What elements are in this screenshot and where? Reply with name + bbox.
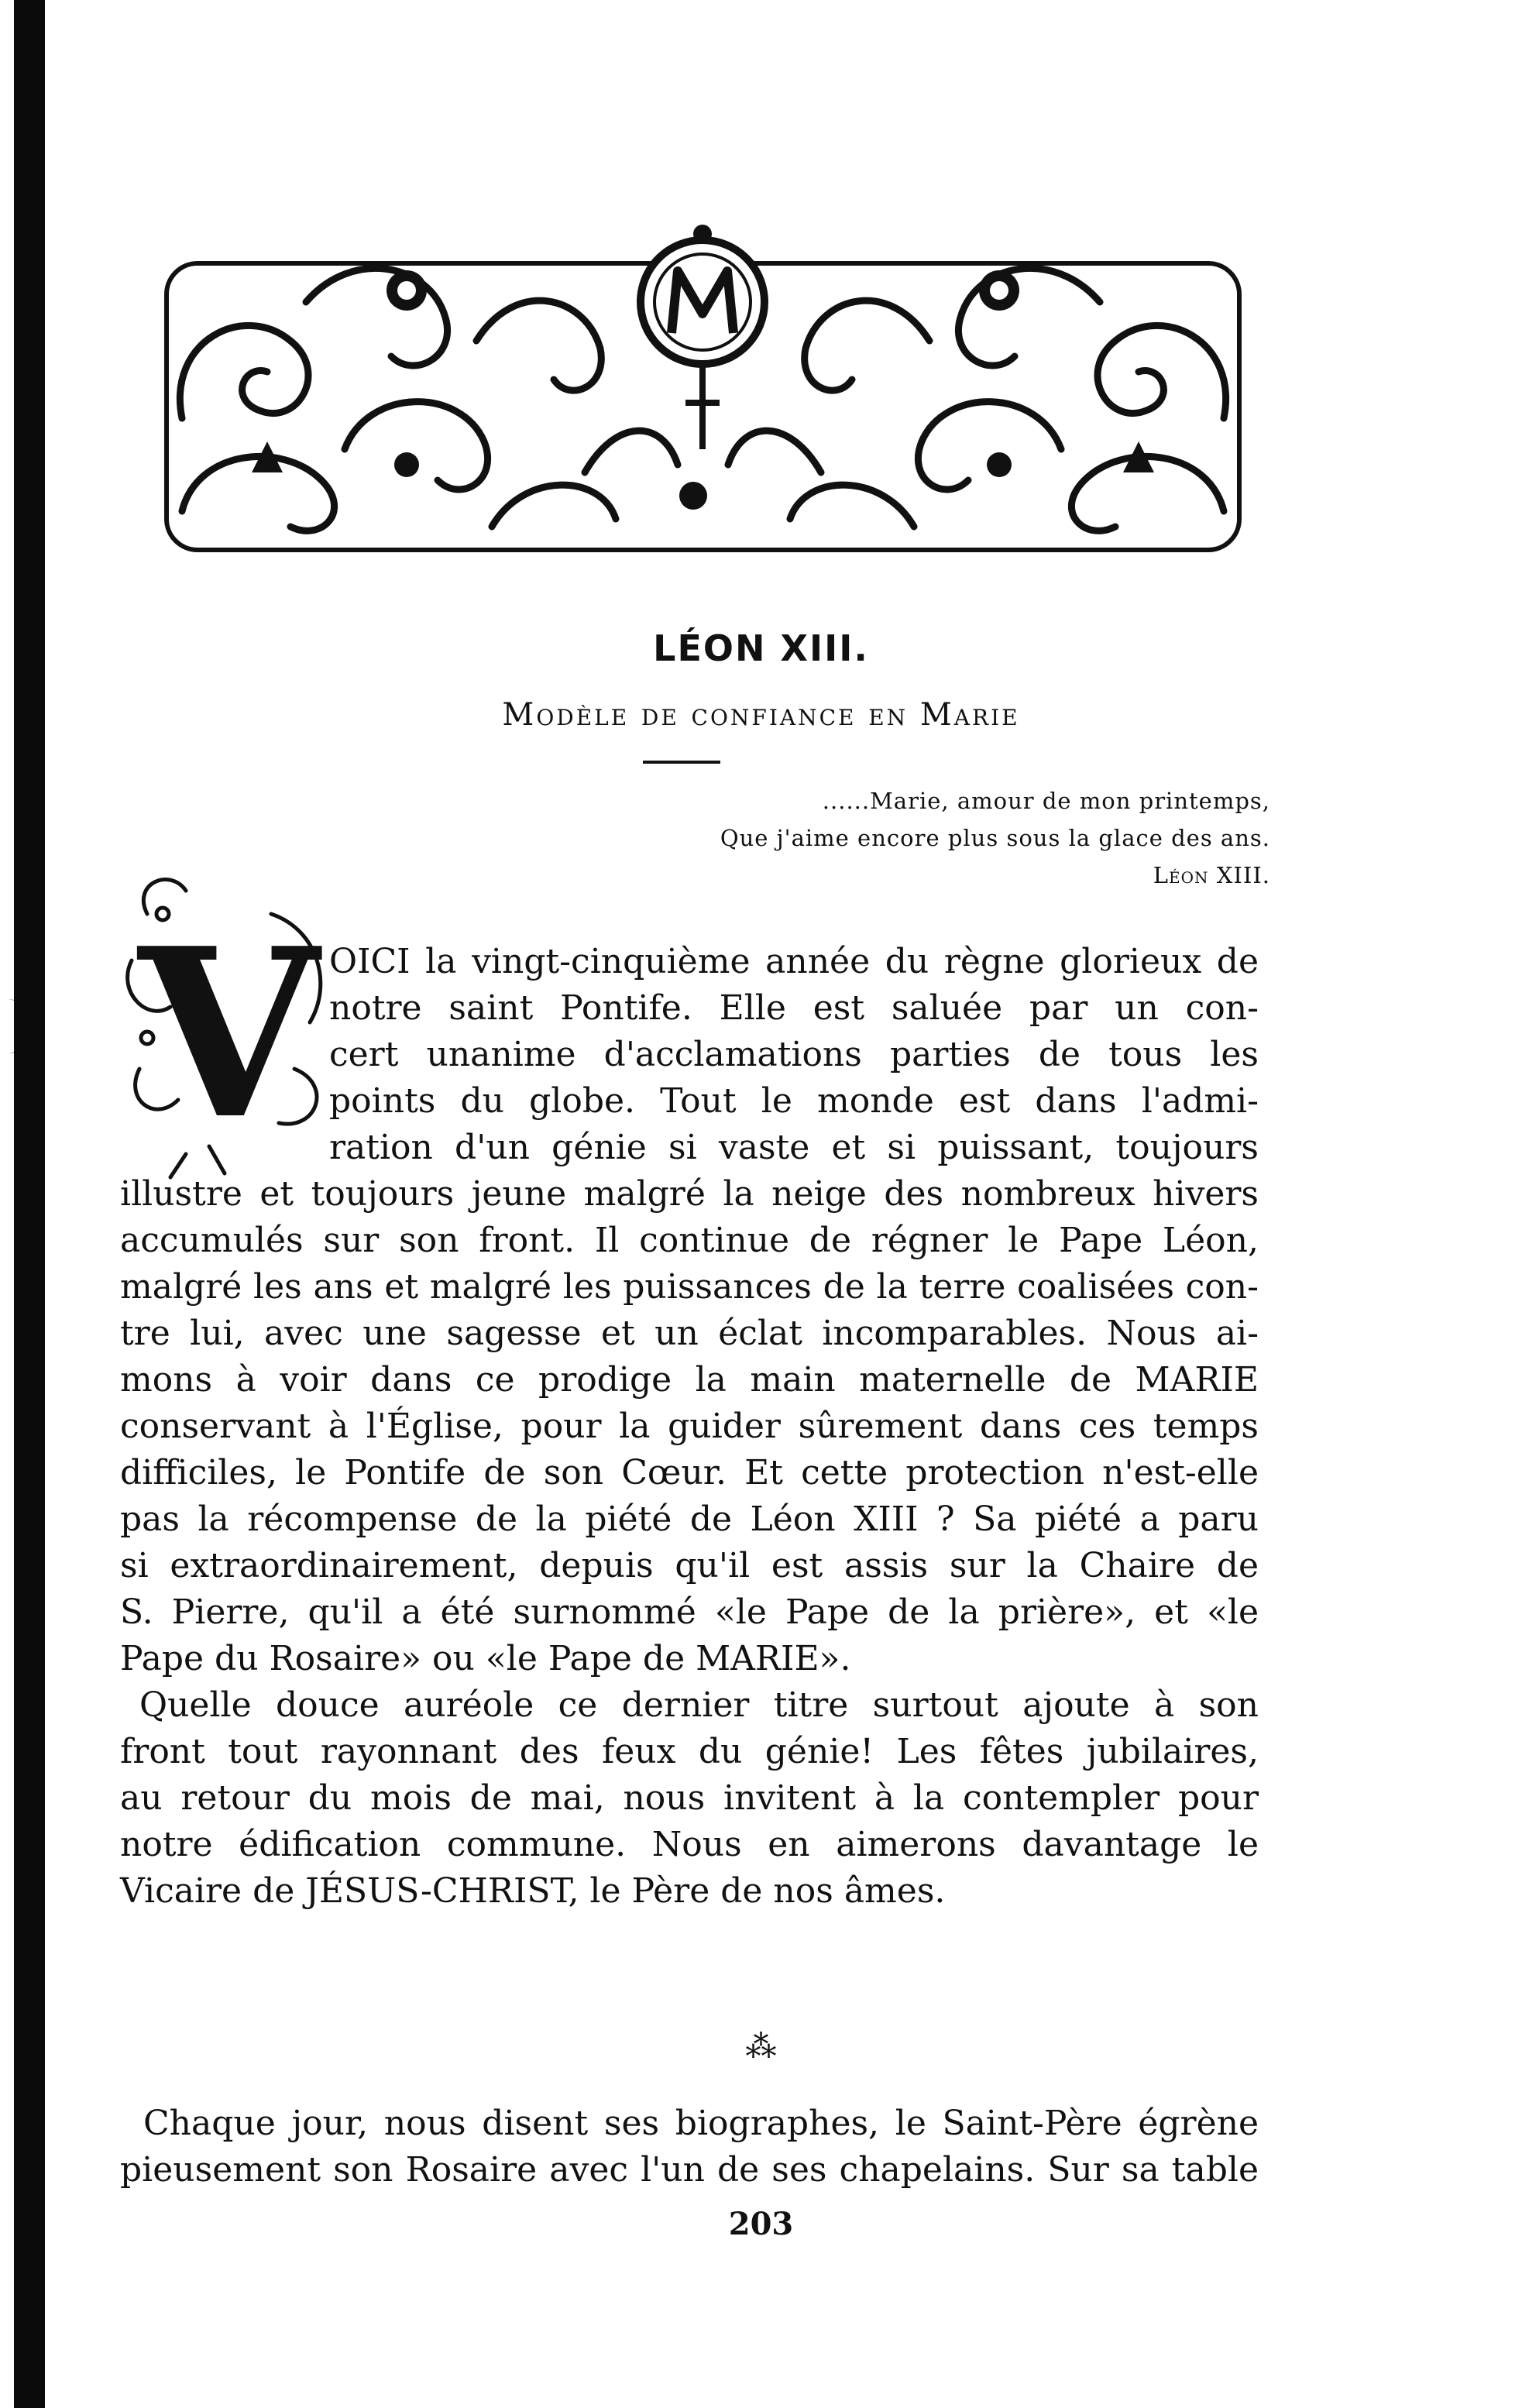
body-line: conservant à l'Église, pour la guider sûrement dans ces temps	[120, 1407, 1259, 1446]
chapter-subtitle: Modèle de confiance en Marie	[502, 697, 1020, 733]
body-line: notre saint Pontife. Elle est saluée par un con-	[329, 988, 1259, 1028]
epigraph-line-1: ......Marie, amour de mon printemps,	[822, 788, 1270, 814]
body-line: ration d'un génie si vaste et si puissant, toujours	[329, 1128, 1259, 1167]
body-line: malgré les ans et malgré les puissances de la terre coalisées con-	[120, 1267, 1259, 1307]
chapter-title: LÉON XIII.	[653, 627, 869, 669]
epigraph	[589, 782, 1270, 894]
closing-line: pieusement son Rosaire avec l'un de ses chapelains. Sur sa table	[120, 2150, 1259, 2190]
body-line: tre lui, avec une sagesse et un éclat incomparables. Nous ai-	[120, 1314, 1259, 1353]
dropcap-letter: V	[138, 897, 319, 1170]
body-line: cert unanime d'acclamations parties de tous les	[329, 1035, 1259, 1074]
title-divider	[643, 761, 720, 764]
section-asterism: ⁂	[745, 2029, 777, 2065]
body-line: Pape du Rosaire» ou «le Pape de MARIE».	[120, 1639, 851, 1678]
body-line: si extraordinairement, depuis qu'il est assis sur la Chaire de	[120, 1546, 1259, 1585]
body-line: notre édification commune. Nous en aimerons davantage le	[120, 1825, 1259, 1864]
epigraph-signature: Léon XIII.	[1153, 862, 1270, 888]
body-line: points du globe. Tout le monde est dans l'admi-	[329, 1081, 1259, 1121]
body-line: Vicaire de JÉSUS-CHRIST, le Père de nos âmes.	[120, 1871, 946, 1911]
body-line: OICI la vingt-cinquième année du règne glorieux de	[329, 942, 1259, 981]
body-line: accumulés sur son front. Il continue de régner le Pape Léon,	[120, 1221, 1259, 1260]
page-number: 203	[728, 2206, 794, 2242]
body-line: illustre et toujours jeune malgré la neige des nombreux hivers	[120, 1174, 1259, 1214]
body-line: pas la récompense de la piété de Léon XIII ? Sa piété a paru	[120, 1499, 1259, 1539]
ornate-dropcap	[116, 867, 341, 1185]
epigraph-line-2: Que j'aime encore plus sous la glace des ans.	[720, 825, 1270, 851]
ornamental-headpiece	[151, 217, 1255, 573]
body-line: mons à voir dans ce prodige la main maternelle de MARIE	[120, 1360, 1259, 1400]
body-line: front tout rayonnant des feux du génie! Les fêtes jubilaires,	[120, 1732, 1259, 1771]
body-line: au retour du mois de mai, nous invitent à la contempler pour	[120, 1778, 1259, 1818]
closing-line: Chaque jour, nous disent ses biographes, le Saint-Père égrène	[143, 2104, 1259, 2143]
body-line: Quelle douce auréole ce dernier titre surtout ajoute à son	[139, 1685, 1259, 1725]
body-line: difficiles, le Pontife de son Cœur. Et cette protection n'est-elle	[120, 1453, 1259, 1493]
body-line: S. Pierre, qu'il a été surnommé «le Pape de la prière», et «le	[120, 1592, 1259, 1632]
